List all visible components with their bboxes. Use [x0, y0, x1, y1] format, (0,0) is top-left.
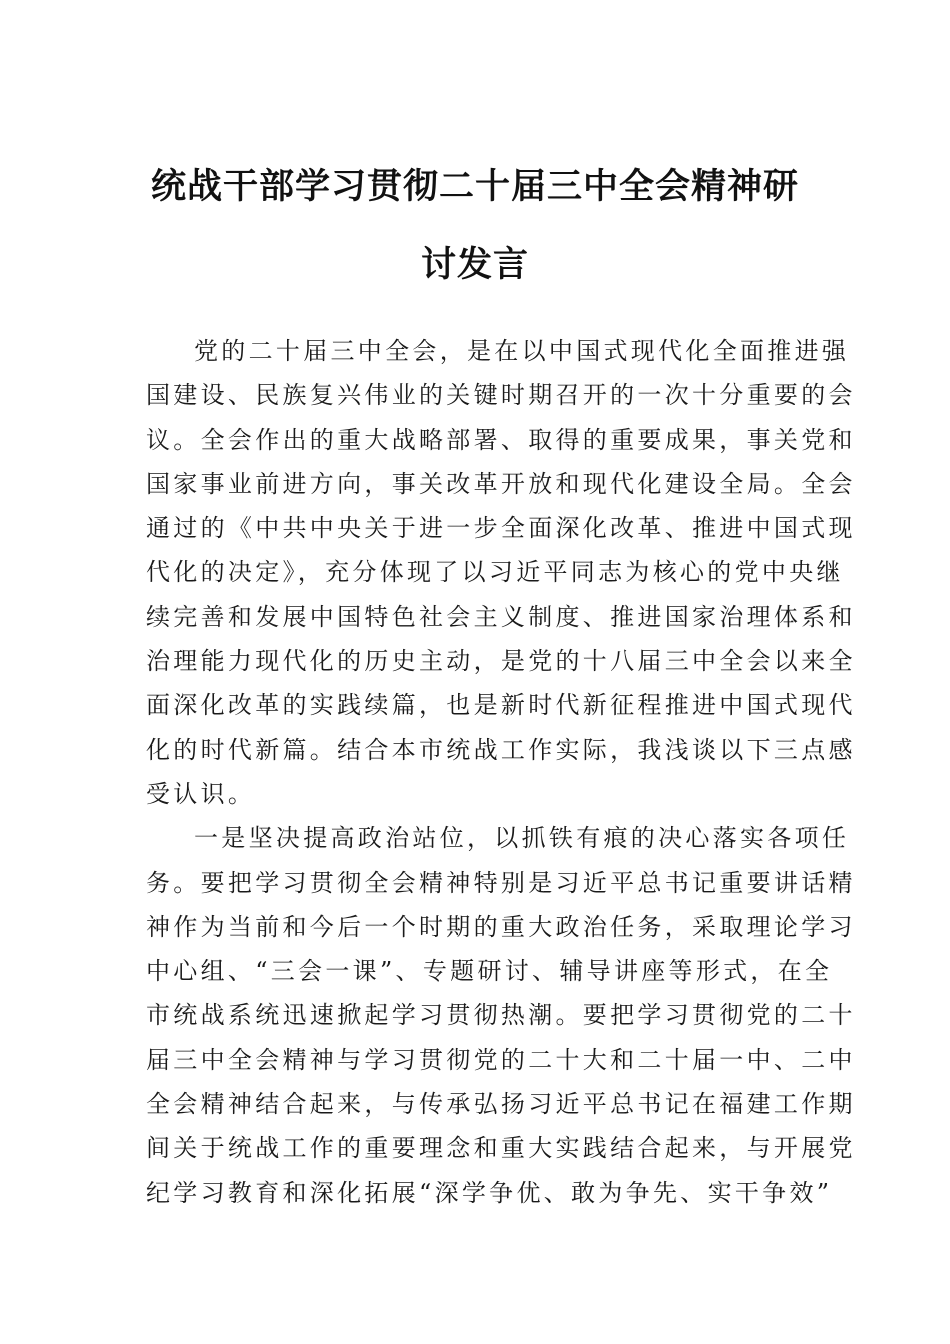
text-line: 务。要把学习贯彻全会精神特别是习近平总书记重要讲话精 — [146, 868, 856, 897]
text-line: 受认识。 — [146, 779, 256, 808]
text-line: 议。全会作出的重大战略部署、取得的重要成果，事关党和 — [146, 425, 856, 454]
paragraph-point-one — [146, 816, 856, 1215]
text-line: 通过的《中共中央关于进一步全面深化改革、推进中国式现 — [146, 514, 856, 543]
text-line: 化的时代新篇。结合本市统战工作实际，我浅谈以下三点感 — [146, 735, 856, 764]
text-line: 届三中全会精神与学习贯彻党的二十大和二十届一中、二中 — [146, 1045, 856, 1074]
text-line: 间关于统战工作的重要理念和重大实践结合起来，与开展党 — [146, 1134, 856, 1163]
text-line: 面深化改革的实践续篇，也是新时代新征程推进中国式现代 — [146, 691, 856, 720]
text-line: 代化的决定》，充分体现了以习近平同志为核心的党中央继 — [146, 558, 844, 587]
text-line: 神作为当前和今后一个时期的重大政治任务，采取理论学习 — [146, 912, 856, 941]
paragraph-intro — [146, 329, 856, 816]
title-line: 讨发言 — [420, 244, 529, 285]
text-line: 全会精神结合起来，与传承弘扬习近平总书记在福建工作期 — [146, 1090, 856, 1119]
text-line: 国建设、民族复兴伟业的关键时期召开的一次十分重要的会 — [146, 381, 856, 410]
document-body — [146, 329, 856, 1215]
text-line: 党的二十届三中全会，是在以中国式现代化全面推进强 — [194, 337, 850, 365]
text-line: 市统战系统迅速掀起学习贯彻热潮。要把学习贯彻党的二十 — [146, 1001, 856, 1030]
text-line: 一是坚决提高政治站位，以抓铁有痕的决心落实各项任 — [194, 824, 850, 853]
title-line: 统战干部学习贯彻二十届三中全会精神研 — [150, 166, 799, 207]
text-line: 续完善和发展中国特色社会主义制度、推进国家治理体系和 — [146, 602, 856, 631]
text-line: 纪学习教育和深化拓展“深学争优、敢为争先、实干争效” — [146, 1178, 833, 1207]
text-line: 国家事业前进方向，事关改革开放和现代化建设全局。全会 — [146, 469, 856, 498]
text-line: 治理能力现代化的历史主动，是党的十八届三中全会以来全 — [146, 647, 856, 676]
document-title — [140, 148, 810, 304]
text-line: 中心组、“三会一课”、专题研讨、辅导讲座等形式，在全 — [146, 957, 833, 986]
